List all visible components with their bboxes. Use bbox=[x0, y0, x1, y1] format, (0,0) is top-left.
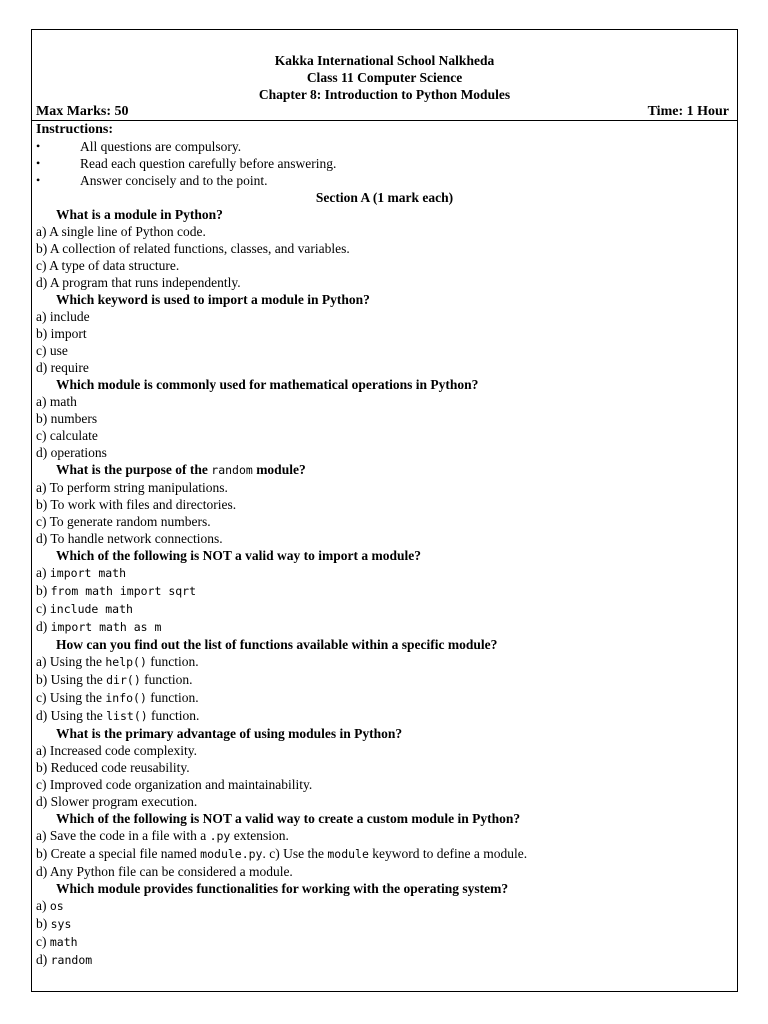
text-segment: extension. bbox=[230, 828, 289, 843]
answer-option bbox=[32, 845, 737, 863]
text-segment: a) Save the code in a file with a bbox=[36, 828, 210, 843]
answer-option bbox=[32, 359, 737, 376]
time-allowed: Time: 1 Hour bbox=[647, 104, 729, 119]
question-text: Which of the following is NOT a valid way to create a custom module in Python? bbox=[56, 811, 521, 826]
text-segment: What is the purpose of the bbox=[56, 462, 212, 477]
question-text: Which module provides functionalities for working with the operating system? bbox=[56, 881, 509, 896]
answer-option bbox=[32, 496, 737, 513]
question-text: Which module is commonly used for mathematical operations in Python? bbox=[56, 377, 479, 392]
exam-header bbox=[32, 30, 737, 103]
instructions-list bbox=[32, 138, 737, 189]
max-marks: Max Marks: 50 bbox=[36, 104, 129, 119]
answer-option bbox=[32, 257, 737, 274]
text-segment: b) Reduced code reusability. bbox=[36, 760, 190, 775]
text-segment: a) Increased code complexity. bbox=[36, 743, 198, 758]
text-segment: d) To handle network connections. bbox=[36, 531, 223, 546]
instruction-text: Read each question carefully before answering. bbox=[80, 156, 337, 171]
instruction-item bbox=[32, 172, 737, 189]
code-snippet: module.py bbox=[200, 847, 263, 861]
instruction-text: All questions are compulsory. bbox=[80, 139, 242, 154]
answer-option bbox=[32, 240, 737, 257]
answer-option bbox=[32, 897, 737, 915]
answer-option bbox=[32, 618, 737, 636]
bullet-icon: • bbox=[36, 139, 41, 153]
code-snippet: from math import sqrt bbox=[50, 584, 197, 598]
answer-option bbox=[32, 863, 737, 880]
code-snippet: random bbox=[211, 463, 253, 477]
text-segment: d) operations bbox=[36, 445, 107, 460]
text-segment: d) Any Python file can be considered a module. bbox=[36, 864, 293, 879]
text-segment: function. bbox=[140, 672, 193, 687]
answer-option bbox=[32, 410, 737, 427]
answer-option bbox=[32, 671, 737, 689]
text-segment: c) use bbox=[36, 343, 68, 358]
code-snippet: sys bbox=[50, 917, 72, 931]
code-snippet: import math as m bbox=[50, 620, 162, 634]
answer-option bbox=[32, 427, 737, 444]
answer-option bbox=[32, 342, 737, 359]
question-text: What is a module in Python? bbox=[56, 207, 223, 222]
code-snippet: include math bbox=[49, 602, 133, 616]
text-segment: a) A single line of Python code. bbox=[36, 224, 206, 239]
code-snippet: info() bbox=[105, 691, 147, 705]
text-segment: b) Create a special file named bbox=[36, 846, 201, 861]
instructions-title: Instructions: bbox=[36, 122, 114, 137]
code-snippet: help() bbox=[105, 655, 147, 669]
answer-option bbox=[32, 308, 737, 325]
code-snippet: random bbox=[50, 953, 93, 967]
code-snippet: os bbox=[49, 899, 64, 913]
code-snippet: list() bbox=[106, 709, 148, 723]
instructions bbox=[32, 121, 737, 138]
text-segment: d) bbox=[36, 619, 51, 634]
class-name: Class 11 Computer Science bbox=[306, 70, 463, 85]
text-segment: a) include bbox=[36, 309, 90, 324]
answer-option bbox=[32, 564, 737, 582]
text-segment: a) bbox=[36, 898, 50, 913]
text-segment: a) Using the bbox=[36, 654, 106, 669]
section-a-title: Section A (1 mark each) bbox=[315, 190, 454, 205]
text-segment: function. bbox=[147, 708, 200, 723]
text-segment: d) Slower program execution. bbox=[36, 794, 198, 809]
chapter-title: Chapter 8: Introduction to Python Modules bbox=[258, 87, 511, 102]
question-text bbox=[32, 461, 737, 479]
answer-option bbox=[32, 513, 737, 530]
text-segment: c) bbox=[36, 601, 50, 616]
answer-option bbox=[32, 759, 737, 776]
code-snippet: dir() bbox=[106, 673, 141, 687]
text-segment: c) A type of data structure. bbox=[36, 258, 180, 273]
text-segment: function. bbox=[146, 690, 199, 705]
text-segment: keyword to define a module. bbox=[368, 846, 528, 861]
bullet-icon: • bbox=[36, 156, 41, 170]
school-name: Kakka International School Nalkheda bbox=[274, 53, 495, 68]
text-segment: c) bbox=[36, 934, 50, 949]
text-segment: c) calculate bbox=[36, 428, 98, 443]
text-segment: b) bbox=[36, 583, 51, 598]
text-segment: b) numbers bbox=[36, 411, 98, 426]
meta-row bbox=[32, 103, 737, 121]
answer-option bbox=[32, 951, 737, 969]
answer-option bbox=[32, 223, 737, 240]
bullet-icon: • bbox=[36, 173, 41, 187]
text-segment: d) A program that runs independently. bbox=[36, 275, 241, 290]
instruction-item bbox=[32, 138, 737, 155]
question-text: Which keyword is used to import a module in Python? bbox=[56, 292, 370, 307]
text-segment: d) Using the bbox=[36, 708, 107, 723]
question-text: Which of the following is NOT a valid way to import a module? bbox=[56, 548, 422, 563]
text-segment: d) bbox=[36, 952, 51, 967]
text-segment: module? bbox=[252, 462, 306, 477]
text-segment: b) A collection of related functions, classes, and variables. bbox=[36, 241, 350, 256]
answer-option bbox=[32, 742, 737, 759]
answer-option bbox=[32, 530, 737, 547]
question-text: What is the primary advantage of using modules in Python? bbox=[56, 726, 403, 741]
answer-option bbox=[32, 479, 737, 496]
text-segment: b) import bbox=[36, 326, 87, 341]
text-segment: b) To work with files and directories. bbox=[36, 497, 237, 512]
answer-option bbox=[32, 793, 737, 810]
answer-option bbox=[32, 582, 737, 600]
exam-paper bbox=[31, 29, 738, 992]
answer-option bbox=[32, 393, 737, 410]
code-snippet: math bbox=[49, 935, 78, 949]
question-text: How can you find out the list of functions available within a specific module? bbox=[56, 637, 498, 652]
instruction-text: Answer concisely and to the point. bbox=[80, 173, 268, 188]
text-segment: b) Using the bbox=[36, 672, 107, 687]
answer-option bbox=[32, 653, 737, 671]
text-segment: b) bbox=[36, 916, 51, 931]
answer-option bbox=[32, 776, 737, 793]
text-segment: a) math bbox=[36, 394, 77, 409]
text-segment: . c) Use the bbox=[262, 846, 328, 861]
code-snippet: import math bbox=[49, 566, 127, 580]
code-snippet: .py bbox=[209, 829, 231, 843]
text-segment: a) bbox=[36, 565, 50, 580]
answer-option bbox=[32, 915, 737, 933]
answer-option bbox=[32, 707, 737, 725]
code-snippet: module bbox=[327, 847, 369, 861]
text-segment: c) Improved code organization and maintainability. bbox=[36, 777, 313, 792]
text-segment: c) To generate random numbers. bbox=[36, 514, 211, 529]
instruction-item bbox=[32, 155, 737, 172]
text-segment: d) require bbox=[36, 360, 89, 375]
text-segment: function. bbox=[146, 654, 199, 669]
answer-option bbox=[32, 325, 737, 342]
answer-option bbox=[32, 274, 737, 291]
text-segment: c) Using the bbox=[36, 690, 106, 705]
answer-option bbox=[32, 827, 737, 845]
answer-option bbox=[32, 689, 737, 707]
answer-option bbox=[32, 600, 737, 618]
answer-option bbox=[32, 444, 737, 461]
answer-option bbox=[32, 933, 737, 951]
text-segment: a) To perform string manipulations. bbox=[36, 480, 228, 495]
question-list bbox=[32, 206, 737, 969]
